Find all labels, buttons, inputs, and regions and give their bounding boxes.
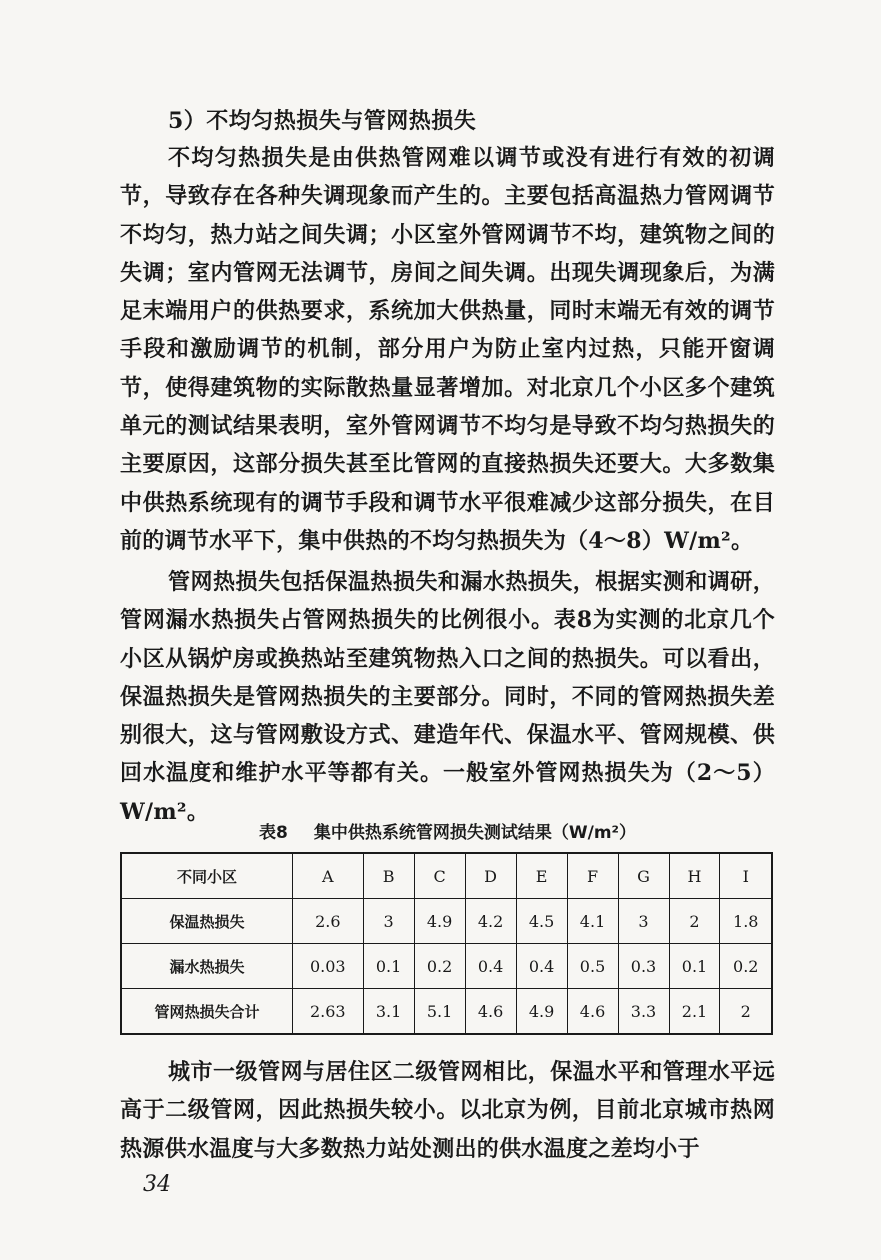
table-cell: 4.6 <box>465 989 516 1035</box>
table-cell: 0.03 <box>293 944 364 989</box>
table-column-header: E <box>516 853 567 899</box>
table-row-label: 保温热损失 <box>121 899 293 944</box>
table-cell: 0.4 <box>516 944 567 989</box>
table-column-header: D <box>465 853 516 899</box>
table-column-header: F <box>567 853 618 899</box>
paragraph-pipe-network-heat-loss: 管网热损失包括保温热损失和漏水热损失，根据实测和调研，管网漏水热损失占管网热损失的比例很小。表8为实测的北京几个小区从锅炉房或换热站至建筑物热入口之间的热损失。可以看出，保温热损失是管网热损失的主要部分。同时，不同的管网热损失差别很大，这与管网敷设方式、建造年代、保温水平、管网规模、供回水温度和维护水平等都有关。一般室外管网热损失为（2～5）W/m²。 <box>120 569 775 825</box>
table-cell: 4.9 <box>414 899 465 944</box>
table-cell: 3 <box>363 899 414 944</box>
table-column-header: G <box>618 853 669 899</box>
table-header-row <box>121 853 772 899</box>
table-cell: 4.2 <box>465 899 516 944</box>
table-cell: 1.8 <box>720 899 772 944</box>
heat-loss-table <box>120 852 773 1035</box>
table-cell: 4.5 <box>516 899 567 944</box>
table-cell: 2.63 <box>293 989 364 1035</box>
table-cell: 0.3 <box>618 944 669 989</box>
table-cell: 3.3 <box>618 989 669 1035</box>
table-column-header: H <box>669 853 720 899</box>
table-column-header: I <box>720 853 772 899</box>
table-cell: 2 <box>669 899 720 944</box>
table-cell: 4.9 <box>516 989 567 1035</box>
table-cell: 2 <box>720 989 772 1035</box>
table-row-label: 管网热损失合计 <box>121 989 293 1035</box>
paragraph-uneven-heat-loss: 不均匀热损失是由供热管网难以调节或没有进行有效的初调节，导致存在各种失调现象而产生的。主要包括高温热力管网调节不均匀，热力站之间失调；小区室外管网调节不均，建筑物之间的失调；室内管网无法调节，房间之间失调。出现失调现象后，为满足末端用户的供热要求，系统加大供热量，同时末端无有效的调节手段和激励调节的机制，部分用户为防止室内过热，只能开窗调节，使得建筑物的实际散热量显著增加。对北京几个小区多个建筑单元的测试结果表明，室外管网调节不均匀是导致不均匀热损失的主要原因，这部分损失甚至比管网的直接热损失还要大。大多数集中供热系统现有的调节手段和调节水平很难减少这部分损失，在目前的调节水平下，集中供热的不均匀热损失为（4～8）W/m²。 <box>120 145 775 554</box>
table-cell: 4.1 <box>567 899 618 944</box>
table-row <box>121 944 772 989</box>
table-caption <box>120 818 775 843</box>
table-cell: 0.4 <box>465 944 516 989</box>
table-row <box>121 989 772 1035</box>
table-column-header: B <box>363 853 414 899</box>
table-cell: 3 <box>618 899 669 944</box>
table-caption-title: 集中供热系统管网损失测试结果（W/m²） <box>313 823 636 843</box>
table-row-label: 漏水热损失 <box>121 944 293 989</box>
table-cell: 0.1 <box>669 944 720 989</box>
page-number: 34 <box>143 1172 171 1197</box>
table-cell: 5.1 <box>414 989 465 1035</box>
table-cell: 0.5 <box>567 944 618 989</box>
table-column-header: A <box>293 853 364 899</box>
table-cell: 4.6 <box>567 989 618 1035</box>
table-caption-number: 表8 <box>259 823 288 843</box>
table-cell: 0.2 <box>720 944 772 989</box>
table-cell: 3.1 <box>363 989 414 1035</box>
table-header-label: 不同小区 <box>121 853 293 899</box>
table-cell: 2.1 <box>669 989 720 1035</box>
paragraph-city-network: 城市一级管网与居住区二级管网相比，保温水平和管理水平远高于二级管网，因此热损失较小。以北京为例，目前北京城市热网热源供水温度与大多数热力站处测出的供水温度之差均小于 <box>120 1059 775 1162</box>
table-cell: 0.1 <box>363 944 414 989</box>
table-cell: 2.6 <box>293 899 364 944</box>
section-heading: 5）不均匀热损失与管网热损失 <box>168 108 477 134</box>
table-column-header: C <box>414 853 465 899</box>
table-row <box>121 899 772 944</box>
table-cell: 0.2 <box>414 944 465 989</box>
